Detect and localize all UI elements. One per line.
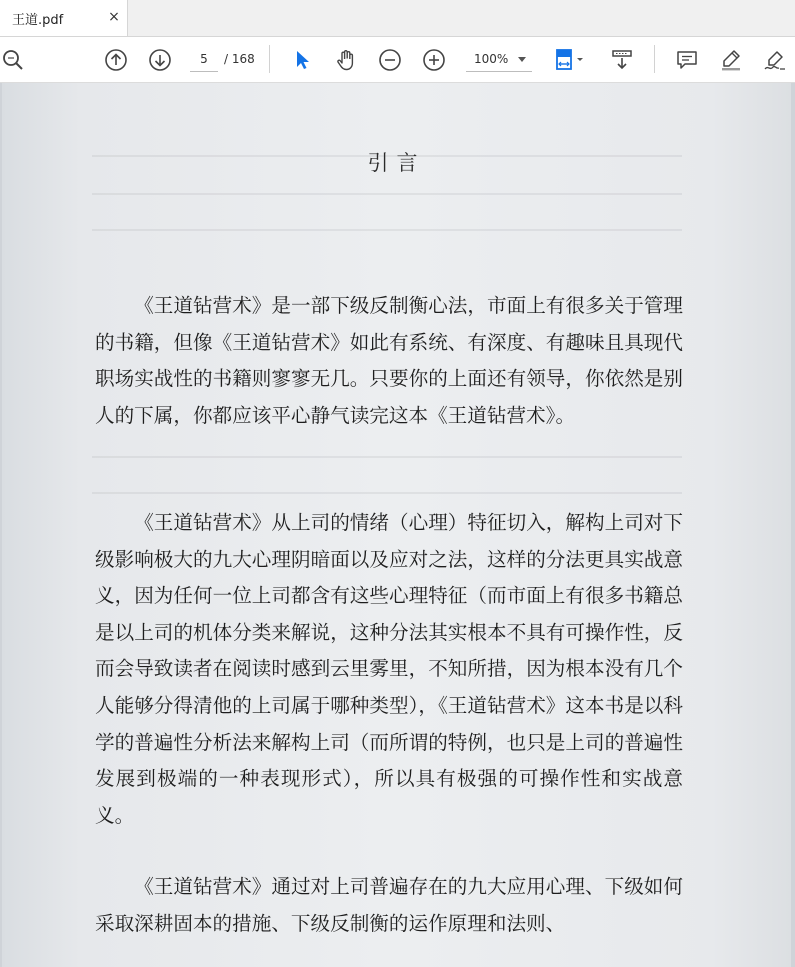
pdf-page (2, 83, 791, 967)
bleed-through-line (92, 492, 682, 494)
chevron-down-icon (518, 57, 526, 62)
paragraph: 《王道钻营术》是一部下级反制衡心法，市面上有很多关于管理的书籍，但像《王道钻营术》如此有系统、有深度、有趣味且具现代职场实战性的书籍则寥寥无几。只要你的上面还有领导，你依然是别人的下属，你都应该平心静气读完这本《王道钻营术》。 (95, 294, 683, 427)
paragraph: 《王道钻营术》通过对上司普遍存在的九大应用心理、下级如何采取深耕固本的措施、下级反制衡的运作原理和法则、 (95, 875, 683, 935)
page-number-input[interactable]: 5 (190, 47, 218, 72)
search-icon[interactable] (0, 47, 26, 73)
paragraph: 《王道钻营术》从上司的情绪（心理）特征切入，解构上司对下级影响极大的九大心理阴暗面以及应对之法，这样的分法更具实战意义，因为任何一位上司都含有这些心理特征（而市面上有很多书籍总是以上司的机体分类来解说，这种分法其实根本不具有可操作性，反而会导致读者在阅读时感到云里雾里，不知所措，因为根本没有几个人能够分得清他的上司属于哪种类型），《王道钻营术》这本书是以科学的普遍性分析法来解构上司（而所谓的特例，也只是上司的普遍性发展到极端的一种表现形式），所以具有极强的可操作性和实战意义。 (95, 511, 683, 827)
document-tab[interactable] (0, 0, 128, 36)
page-title: 引言 (367, 151, 426, 175)
toolbar (0, 37, 795, 83)
zoom-out-icon[interactable] (377, 47, 403, 73)
toolbar-divider (654, 45, 655, 73)
zoom-in-icon[interactable] (421, 47, 447, 73)
sign-icon[interactable] (762, 47, 788, 73)
zoom-select[interactable] (466, 47, 532, 72)
hand-pan-icon[interactable] (333, 47, 359, 73)
fit-page-icon[interactable] (552, 47, 588, 73)
document-view[interactable] (0, 83, 795, 967)
close-icon[interactable]: × (108, 9, 120, 25)
page-total: / 168 (224, 52, 255, 66)
zoom-value: 100% (474, 52, 509, 66)
arrow-down-circle-icon[interactable] (147, 47, 173, 73)
cursor-arrow-icon[interactable] (289, 47, 315, 73)
tab-strip (0, 0, 795, 37)
arrow-up-circle-icon[interactable] (103, 47, 129, 73)
toolbar-divider (269, 45, 270, 73)
highlight-pen-icon[interactable] (718, 47, 744, 73)
bleed-through-line (92, 456, 682, 458)
scroll-mode-icon[interactable] (609, 47, 635, 73)
tab-title: 王道.pdf (12, 13, 64, 28)
bleed-through-line (92, 193, 682, 195)
bleed-through-line (92, 229, 682, 231)
comment-icon[interactable] (674, 47, 700, 73)
